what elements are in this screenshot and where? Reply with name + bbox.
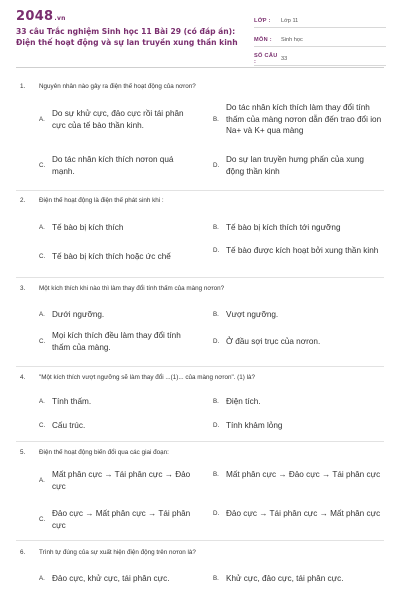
question-text: Nguyên nhân nào gây ra điện thế hoạt động của nơron? [39,83,196,90]
question-1 [20,82,384,176]
option-letter: C. [39,338,46,345]
option-a[interactable] [20,309,198,321]
option-a[interactable] [20,222,198,234]
option-b[interactable] [194,222,384,234]
document-title: 33 câu Trắc nghiệm Sinh học 11 Bài 29 (có đáp án): Điện thế hoạt động và sự lan truyền xung thần kinh [16,27,238,47]
option-letter: A. [39,398,45,406]
option-letter: D. [213,247,220,255]
option-letter: B. [213,398,219,406]
option-a[interactable] [20,108,198,131]
option-letter: B. [213,115,219,123]
option-letter: B. [213,224,219,232]
option-text: Tế bào bị kích thích hoặc ức chế [52,252,171,261]
option-text: Khử cực, đảo cực, tái phân cực. [226,574,344,583]
option-b[interactable] [194,102,384,137]
option-text: Tế bào được kích hoạt bởi xung thần kinh [226,246,379,255]
option-text: Đảo cực → Mất phân cực → Tái phân cực [52,509,191,530]
option-d[interactable] [194,420,384,432]
question-text: Trình tự đúng của sự xuất hiện điện động trên nơron là? [39,549,196,556]
option-letter: C. [39,253,46,261]
option-text: Dưới ngưỡng. [52,310,105,319]
question-text: "Một kích thích vượt ngưỡng sẽ làm thay đổi ...(1)... của màng nơron". (1) là? [39,374,256,381]
option-letter: D. [213,338,220,346]
option-a[interactable] [20,573,198,585]
option-text: Do tác nhân kích thích nơron quá mạnh. [52,155,174,176]
meta-key: SỐ CÂU : [254,52,278,65]
question-number: 1. [20,83,26,90]
option-text: Đảo cực, khử cực, tái phân cực. [52,574,170,583]
option-text: Điện tích. [226,397,261,406]
meta-row-count [254,52,386,66]
question-number: 6. [20,549,26,556]
logo-text: 2048 [16,9,54,24]
option-c[interactable] [20,154,198,177]
option-text: Tế bào bị kích thích tới ngưỡng [226,223,341,232]
question-prompt [20,82,384,91]
option-text: Mọi kích thích đều làm thay đổi tính thấm của màng. [52,331,181,352]
option-c[interactable] [20,251,198,263]
question-separator [16,366,384,367]
option-text: Do sự khử cực, đảo cực rồi tái phân cực của tế bào thần kinh. [52,109,184,130]
option-letter: B. [213,311,219,319]
option-letter: B. [213,575,219,583]
meta-value: Sinh học [281,36,303,43]
option-d[interactable] [194,245,384,257]
option-letter: A. [39,116,45,123]
question-text: Một kích thích khi nào thì làm thay đổi tính thấm của màng nơron? [39,285,225,292]
option-a[interactable] [20,469,198,492]
option-c[interactable] [20,420,198,432]
option-d[interactable] [194,508,384,520]
question-prompt [20,448,384,457]
option-text: Tế bào bị kích thích [52,223,124,232]
option-b[interactable] [194,309,384,321]
question-separator [16,441,384,442]
question-number: 3. [20,285,26,292]
document-meta [254,14,386,71]
question-3 [20,284,384,352]
question-number: 5. [20,449,26,456]
meta-key: MÔN : [254,36,272,43]
meta-key: LỚP : [254,17,271,24]
option-text: Cấu trúc. [52,421,86,430]
option-text: Đảo cực → Tái phân cực → Mất phân cực [226,509,381,518]
option-text: Mất phân cực → Tái phân cực → Đảo cực [52,470,191,491]
option-letter: A. [39,575,45,583]
option-d[interactable] [194,336,384,348]
option-letter: C. [39,162,46,169]
option-letter: B. [213,471,219,479]
option-b[interactable] [194,469,384,481]
question-number: 4. [20,374,26,381]
question-6 [20,548,384,583]
option-letter: C. [39,516,46,523]
option-letter: A. [39,477,45,484]
option-letter: A. [39,311,45,319]
meta-value: Lớp 11 [281,17,299,24]
question-prompt [20,548,384,557]
option-text: Tính khảm lỏng [226,421,283,430]
option-d[interactable] [194,154,384,177]
option-text: Mất phân cực → Đảo cực → Tái phân cực [226,470,381,479]
option-letter: D. [213,422,220,430]
question-2 [20,196,384,261]
question-separator [16,277,384,278]
question-prompt [20,284,384,293]
question-prompt [20,373,384,382]
option-text: Tính thấm. [52,397,92,406]
option-letter: D. [213,510,220,518]
option-letter: A. [39,224,45,232]
option-c[interactable] [20,508,198,531]
page-header [0,0,400,64]
question-separator [16,190,384,191]
option-b[interactable] [194,396,384,408]
site-logo[interactable] [16,9,66,24]
logo-suffix: .vn [54,15,66,22]
option-b[interactable] [194,573,384,585]
option-letter: C. [39,422,46,430]
header-divider [16,67,384,68]
option-text: Do sự lan truyền hưng phấn của xung động thần kinh [226,155,364,176]
option-letter: D. [213,162,220,169]
meta-row-subject [254,33,386,47]
option-c[interactable] [20,330,198,353]
option-text: Ở đầu sợi trục của nơron. [226,337,321,346]
meta-value: 33 [281,55,288,62]
question-prompt [20,196,384,205]
question-separator [16,540,384,541]
option-text: Do tác nhân kích thích làm thay đổi tính thấm của màng nơron dẫn đến trao đổi ion Na+ và K+ qua màng [226,103,382,135]
meta-row-class [254,14,386,28]
question-text: Điện thế hoạt động biến đổi qua các giai đoạn: [39,449,169,456]
question-4 [20,373,384,430]
question-5 [20,448,384,530]
question-text: Điện thế hoạt động là điện thế phát sinh khi : [39,197,164,204]
option-a[interactable] [20,396,198,408]
option-text: Vượt ngưỡng. [226,310,279,319]
question-number: 2. [20,197,26,204]
